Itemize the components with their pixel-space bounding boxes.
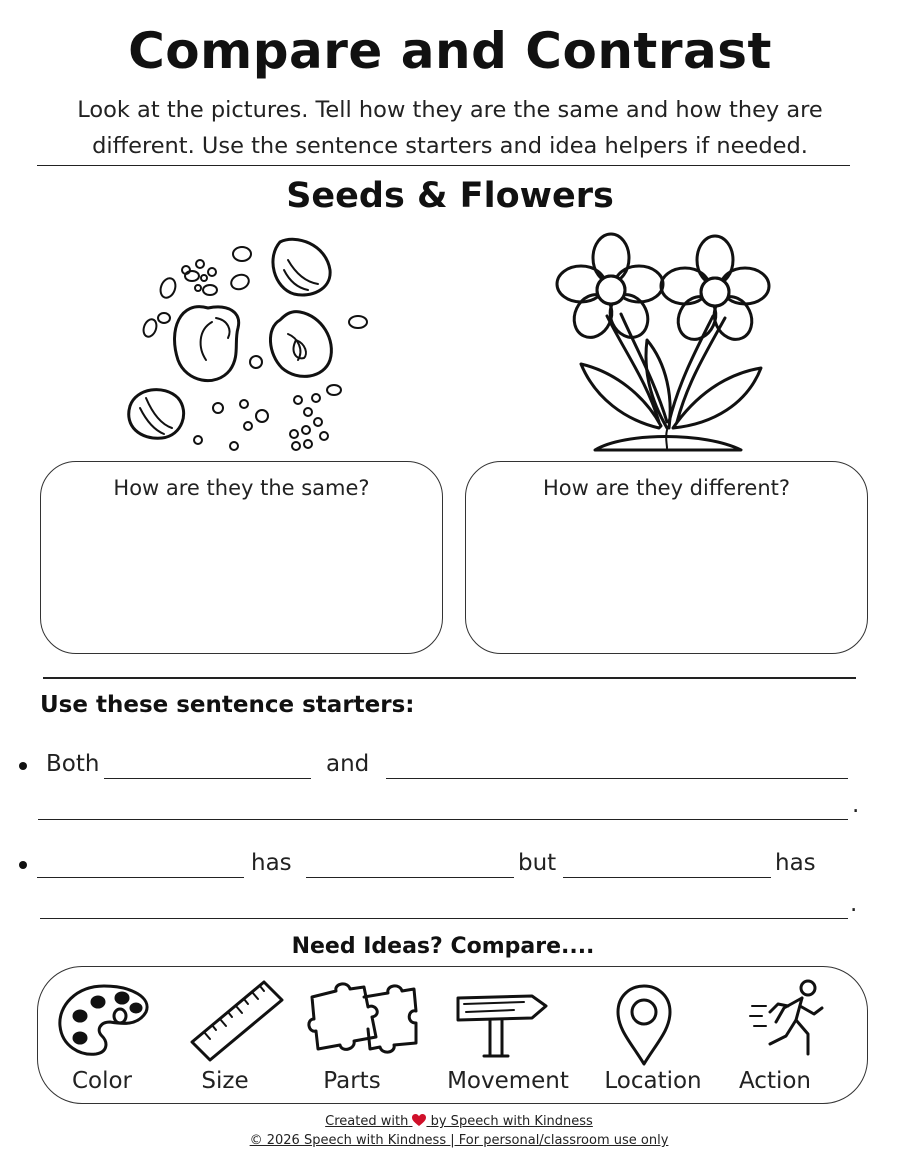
starter-2-blank-1[interactable]: [37, 877, 244, 878]
bullet-2: [19, 861, 27, 869]
starter-1-period: .: [852, 792, 860, 818]
topic-subtitle: Seeds & Flowers: [286, 176, 614, 216]
ruler-icon: [188, 978, 286, 1064]
starter-2-word-has-2: has: [775, 850, 816, 876]
sentence-starters-heading: Use these sentence starters:: [40, 692, 415, 718]
palette-icon: [56, 982, 152, 1058]
idea-label-movement: Movement: [447, 1068, 569, 1094]
starter-1-blank-1[interactable]: [104, 778, 311, 779]
same-question: How are they the same?: [113, 476, 370, 500]
footer-credit-pre: Created with: [325, 1114, 409, 1129]
flowers-icon: [555, 232, 785, 457]
instructions-line-2: different. Use the sentence starters and idea helpers if needed.: [92, 133, 808, 159]
starter-1-blank-3[interactable]: [38, 819, 848, 820]
starter-2-period: .: [850, 891, 858, 917]
ideas-heading: Need Ideas? Compare....: [291, 934, 595, 959]
different-question: How are they different?: [542, 476, 791, 500]
running-person-icon: [748, 978, 826, 1062]
heart-icon: [412, 1114, 426, 1127]
starter-2-blank-3[interactable]: [563, 877, 771, 878]
section-divider: [43, 677, 856, 679]
idea-label-size: Size: [201, 1068, 249, 1094]
starter-1-word-both: Both: [46, 751, 100, 777]
same-answer-box[interactable]: [40, 461, 443, 654]
idea-label-action: Action: [738, 1068, 812, 1094]
location-pin-icon: [614, 982, 674, 1068]
starter-2-blank-2[interactable]: [306, 877, 514, 878]
starter-1-blank-2[interactable]: [386, 778, 848, 779]
header-divider: [37, 165, 850, 166]
signpost-arrow-icon: [454, 992, 550, 1060]
footer-credit: [0, 1114, 900, 1129]
bullet-1: [19, 762, 27, 770]
starter-2-blank-4[interactable]: [40, 918, 848, 919]
puzzle-icon: [306, 983, 418, 1063]
instructions: [20, 92, 880, 164]
footer-copyright: © 2026 Speech with Kindness | For personal/classroom use only: [249, 1133, 669, 1148]
seeds-icon: [120, 230, 380, 460]
idea-label-parts: Parts: [323, 1068, 381, 1094]
starter-2-word-has: has: [251, 850, 292, 876]
idea-label-location: Location: [604, 1068, 702, 1094]
idea-label-color: Color: [71, 1068, 133, 1094]
footer-credit-post: by Speech with Kindness: [430, 1114, 593, 1129]
starter-2-word-but: but: [518, 850, 557, 876]
different-answer-box[interactable]: [465, 461, 868, 654]
page-title: Compare and Contrast: [128, 22, 772, 80]
starter-1-word-and: and: [326, 751, 370, 777]
instructions-line-1: Look at the pictures. Tell how they are the same and how they are: [77, 97, 823, 123]
